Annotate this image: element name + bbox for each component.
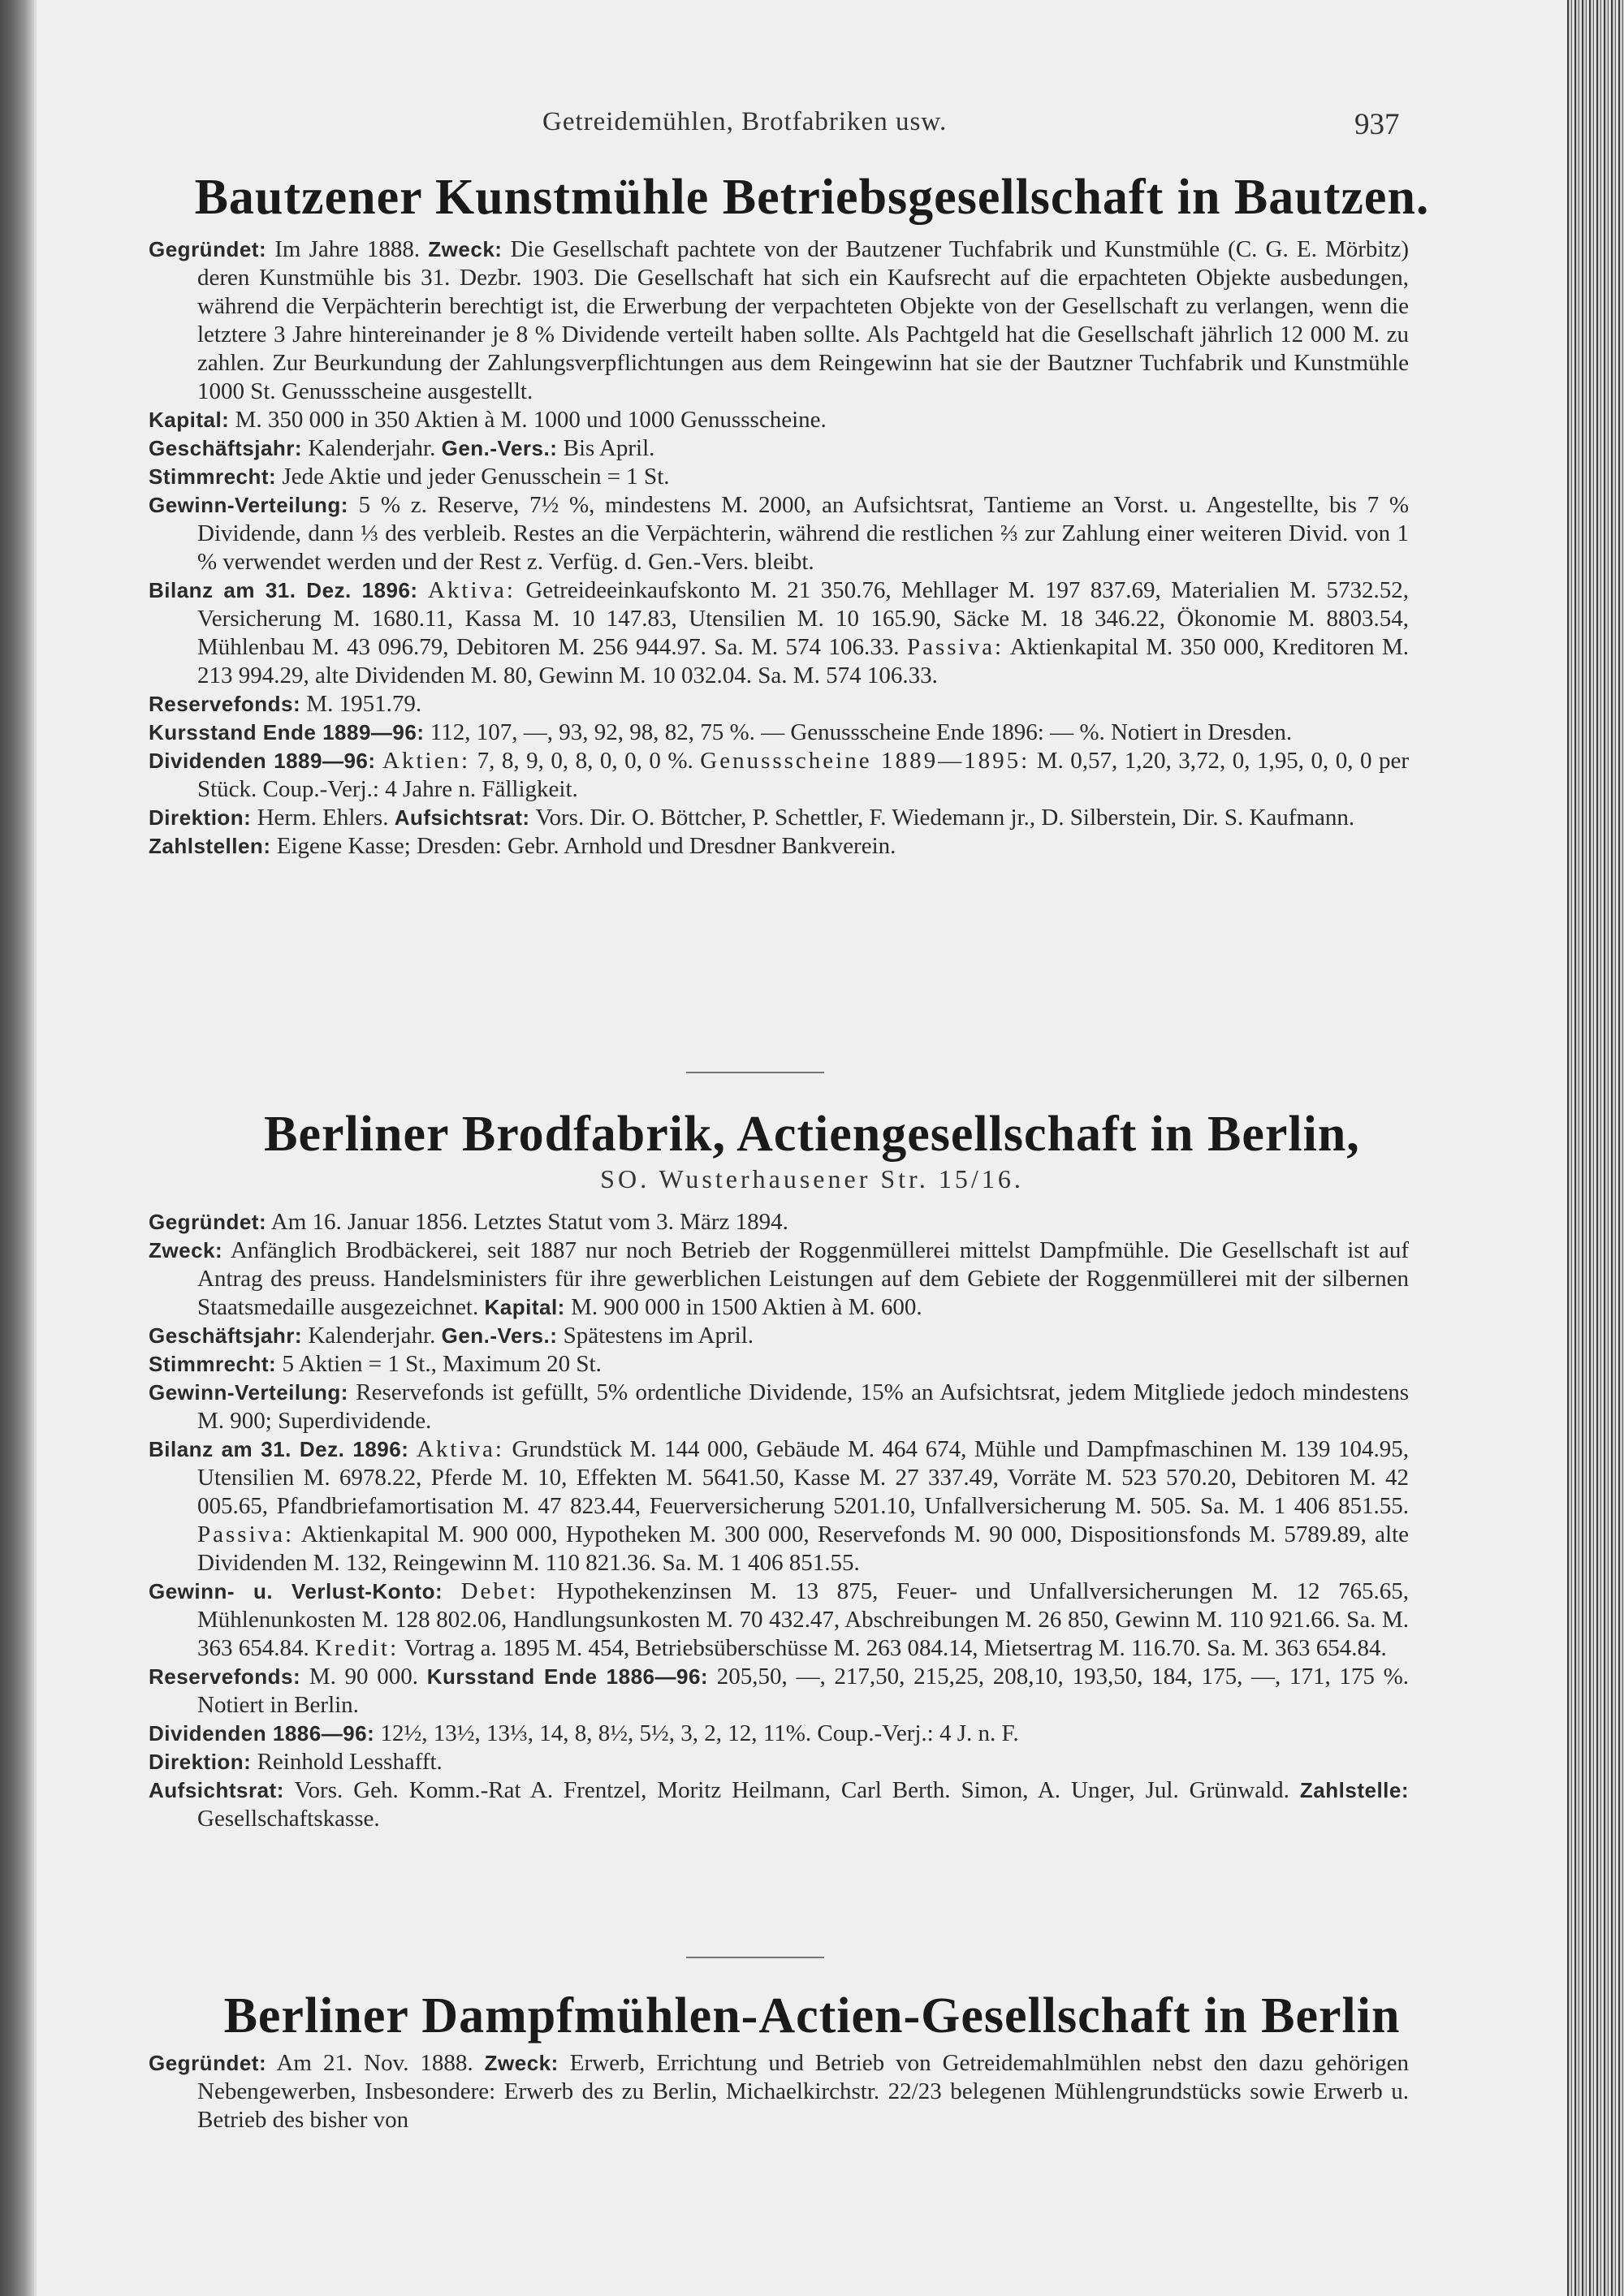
bilanz-passiva-text: Aktienkapital M. 900 000, Hypotheken M. 300 000, Reservefonds M. 90 000, Dispositionsfonds M. 5789.89, alte Dividenden M. 132, Reingewinn M. 110 821.36. Sa. M. 1 406 851.55. [197,1521,1410,1576]
geschaeftsjahr-label: Geschäftsjahr: [149,1323,303,1348]
direktion-para [149,804,1409,832]
kursstand-label: Kursstand Ende 1886—96: [426,1664,709,1689]
genvers-text: Spätestens im April. [563,1323,754,1349]
page-number: 937 [1354,108,1400,141]
section-divider [686,1072,824,1073]
direktion-para [149,1748,1409,1776]
bilanz-aktiva-text: Grundstück M. 144 000, Gebäude M. 464 674, Mühle und Dampfmaschinen M. 139 104.95, Utensilien M. 6978.22, Pferde M. 10, Effekten M. 5641.50, Kasse M. 27 337.49, Vorräte M. 523 570.20, Debitoren M. 42 005.65, Pfandbriefamortisation M. 47 823.44, Feuerversicherung 5201.10, Unfallversicherung M. 505. Sa. M. 1 406 851.55. [197,1436,1409,1519]
stimmrecht-text: 5 Aktien = 1 St., Maximum 20 St. [282,1351,602,1377]
aufsichtsrat-para [149,1776,1409,1833]
section3-title: Berliner Dampfmühlen-Actien-Gesellschaft in Berlin [223,1988,1401,2044]
bilanz-passiva-text: Aktienkapital M. 350 000, Kreditoren M. 213 994.29, alte Dividenden M. 80, Gewinn M. 10 032.04. Sa. M. 574 106.33. [197,634,1410,688]
guv-kredit-text: Vortrag a. 1895 M. 454, Betriebsüberschüsse M. 263 084.14, Mietsertrag M. 116.70. Sa. M. 363 654.84. [404,1635,1387,1661]
gegruendet-para [149,1208,1409,1236]
reservefonds-para [149,1663,1409,1720]
reservefonds-label: Reservefonds: [149,1664,301,1689]
gewinn-para [149,491,1409,576]
kapital-para [149,406,1409,434]
gegruendet-para [149,235,1409,406]
dividenden-text: 12½, 13½, 13⅓, 14, 8, 8½, 5½, 3, 2, 12, 11%. Coup.-Verj.: 4 J. n. F. [380,1720,1019,1746]
dividenden-para [149,747,1409,804]
kapital-text: M. 350 000 in 350 Aktien à M. 1000 und 1000 Genussscheine. [235,407,827,433]
section-divider [686,1957,824,1958]
reservefonds-para [149,690,1409,719]
section2-entry [149,1208,1409,1833]
geschaeftsjahr-para [149,1322,1409,1350]
aufsichtsrat-label: Aufsichtsrat: [149,1778,284,1802]
stimmrecht-text: Jede Aktie und jeder Genusschein = 1 St. [282,464,670,490]
stimmrecht-para [149,463,1409,491]
zweck-para [149,1236,1409,1322]
section1-entry [149,235,1409,861]
bilanz-passiva-label: Passiva: [197,1521,295,1547]
direktion-text: Herm. Ehlers. [257,805,389,831]
gegruendet-para [149,2049,1409,2134]
section2-title: Berliner Brodfabrik, Actiengesellschaft in Berlin, [264,1107,1360,1162]
zweck-label: Zweck: [484,2051,559,2075]
zweck-text: Erwerb, Errichtung und Betrieb von Getreidemahlmühlen nebst den dazu gehörigen Nebengewerben, Insbesondere: Erwerb des zu Berlin, Michaelkirchstr. 22/23 belegenen Mühlengrundstücks sowie Erwerb u. Betrieb des bisher von [197,2050,1410,2133]
kursstand-text: 205,50, —, 217,50, 215,25, 208,10, 193,50, 184, 175, —, 171, 175 %. Notiert in Berlin. [197,1664,1410,1718]
section3-entry [149,2049,1409,2134]
guv-debet-text: Hypothekenzinsen M. 13 875, Feuer- und Unfallversicherungen M. 12 765.65, Mühlenunkosten M. 128 802.06, Handlungsunkosten M. 70 432.47, Abschreibungen M. 26 850, Gewinn M. 110 921.66. Sa. M. 363 654.84. [197,1578,1410,1661]
gegruendet-label: Gegründet: [149,2051,267,2075]
geschaeftsjahr-text: Kalenderjahr. [308,435,436,461]
genvers-label: Gen.-Vers.: [441,436,558,460]
guv-debet-label: Debet: [460,1578,538,1604]
zweck-text: Anfänglich Brodbäckerei, seit 1887 nur noch Betrieb der Roggenmüllerei mittelst Dampfmühle. Die Gesellschaft ist auf Antrag des preuss. Handelsministers für ihre gewerblichen Leistungen auf dem Gebiete der Roggenmüllerei mit der silbernen Staatsmedaille ausgezeichnet. [197,1237,1409,1320]
zahlstelle-text: Gesellschaftskasse. [197,1806,380,1832]
gegruendet-label: Gegründet: [149,1210,267,1234]
stimmrecht-para [149,1350,1409,1379]
zahlstellen-para [149,832,1409,861]
reservefonds-text: M. 1951.79. [306,691,422,717]
dividenden-aktien-text: 7, 8, 9, 0, 8, 0, 0, 0 %. [477,748,693,774]
aufsichtsrat-label: Aufsichtsrat: [394,805,530,830]
direktion-label: Direktion: [149,805,252,830]
gewinn-para [149,1379,1409,1435]
gewinn-label: Gewinn-Verteilung: [149,493,348,517]
dividenden-label: Dividenden 1886—96: [149,1721,375,1746]
reservefonds-label: Reservefonds: [149,692,301,716]
bilanz-para [149,1435,1409,1577]
direktion-label: Direktion: [149,1750,252,1774]
reservefonds-text: M. 90 000. [309,1664,418,1690]
gegruendet-text: Am 21. Nov. 1888. [276,2050,473,2076]
gegruendet-text: Am 16. Januar 1856. Letztes Statut vom 3. März 1894. [270,1209,788,1235]
aufsichtsrat-text: Vors. Dir. O. Böttcher, P. Schettler, F. Wiedemann jr., D. Silberstein, Dir. S. Kaufmann. [535,805,1355,831]
zweck-label: Zweck: [149,1238,223,1262]
dividenden-para [149,1720,1409,1748]
zweck-label: Zweck: [428,237,503,261]
bilanz-label: Bilanz am 31. Dez. 1896: [149,578,418,602]
bilanz-aktiva-label: Aktiva: [416,1436,504,1462]
zahlstellen-text: Eigene Kasse; Dresden: Gebr. Arnhold und Dresdner Bankverein. [276,833,896,859]
kursstand-text: 112, 107, —, 93, 92, 98, 82, 75 %. — Genussscheine Ende 1896: — %. Notiert in Dresden. [430,719,1293,745]
kapital-label: Kapital: [149,408,230,432]
genvers-text: Bis April. [563,435,655,461]
bilanz-aktiva-text: Getreideeinkaufskonto M. 21 350.76, Mehllager M. 197 837.69, Materialien M. 5732.52, Versicherung M. 1680.11, Kassa M. 10 147.83, Utensilien M. 10 165.90, Säcke M. 18 346.22, Ökonomie M. 8803.54, Mühlenbau M. 43 096.79, Debitoren M. 256 944.97. Sa. M. 574 106.33. [197,577,1410,660]
aufsichtsrat-text: Vors. Geh. Komm.-Rat A. Frentzel, Moritz Heilmann, Carl Berth. Simon, A. Unger, Jul. Grünwald. [294,1777,1289,1803]
gewinn-label: Gewinn-Verteilung: [149,1380,348,1405]
dividenden-genuss-text: M. 0,57, 1,20, 3,72, 0, 1,95, 0, 0, 0 per Stück. Coup.-Verj.: 4 Jahre n. Fälligkeit. [197,748,1410,802]
bilanz-para [149,576,1409,690]
direktion-text: Reinhold Lesshafft. [257,1749,443,1775]
genvers-label: Gen.-Vers.: [441,1323,558,1348]
kursstand-para [149,719,1409,747]
bilanz-passiva-label: Passiva: [906,634,1004,660]
dividenden-label: Dividenden 1889—96: [149,749,376,773]
guv-para [149,1577,1409,1663]
dividenden-aktien-label: Aktien: [382,748,471,774]
geschaeftsjahr-para [149,434,1409,463]
running-header: Getreidemühlen, Brotfabriken usw. [542,107,948,136]
gewinn-text: 5 % z. Reserve, 7½ %, mindestens M. 2000, an Aufsichtsrat, Tantieme an Vorst. u. Angestellte, bis 7 % Dividende, dann ⅓ des verbleib. Restes an die Verpächterin, während die restlichen ⅔ zur Zahlung einer weiteren Divid. von 1 % verwendet werden und der Rest z. Verfüg. d. Gen.-Vers. bleibt. [197,492,1410,575]
guv-label: Gewinn- u. Verlust-Konto: [149,1579,443,1603]
kapital-text: M. 900 000 in 1500 Aktien à M. 600. [571,1294,922,1320]
section2-address: SO. Wusterhausener Str. 15/16. [600,1164,1024,1193]
bilanz-label: Bilanz am 31. Dez. 1896: [149,1437,409,1461]
zahlstellen-label: Zahlstellen: [149,834,271,858]
geschaeftsjahr-label: Geschäftsjahr: [149,436,303,460]
stimmrecht-label: Stimmrecht: [149,464,277,489]
gegruendet-label: Gegründet: [149,237,267,261]
gewinn-text: Reservefonds ist gefüllt, 5% ordentliche Dividende, 15% an Aufsichtsrat, jedem Mitgliede jedoch mindestens M. 900; Superdividende. [197,1379,1409,1434]
guv-kredit-label: Kredit: [315,1635,400,1661]
section1-title: Bautzener Kunstmühle Betriebsgesellschaft in Bautzen. [194,170,1430,225]
dividenden-genuss-label: Genussscheine 1889—1895: [700,748,1030,774]
stimmrecht-label: Stimmrecht: [149,1352,277,1376]
zahlstelle-label: Zahlstelle: [1299,1778,1410,1802]
gegruendet-text: Im Jahre 1888. [274,236,421,262]
kapital-label: Kapital: [484,1295,565,1319]
zweck-text: Die Gesellschaft pachtete von der Bautzener Tuchfabrik und Kunstmühle (C. G. E. Mörbitz) deren Kunstmühle bis 31. Dezbr. 1903. Die Gesellschaft hat sich ein Kaufsrecht auf die erpachteten Objekte ausbedungen, während die Verpächterin berechtigt ist, die Erwerbung der verpachteten Objekte von der Gesellschaft zu verlangen, wenn die letztere 3 Jahre hintereinander je 8 % Dividende verteilt haben sollte. Als Pachtgeld hat die Gesellschaft jährlich 12 000 M. zu zahlen. Zur Beurkundung der Zahlungsverpflichtungen aus dem Reingewinn hat sie der Bautzner Tuchfabrik und Kunstmühle 1000 St. Genussscheine ausgestellt. [197,236,1410,404]
bilanz-aktiva-label: Aktiva: [427,577,516,603]
kursstand-label: Kursstand Ende 1889—96: [149,720,425,744]
geschaeftsjahr-text: Kalenderjahr. [308,1323,436,1349]
